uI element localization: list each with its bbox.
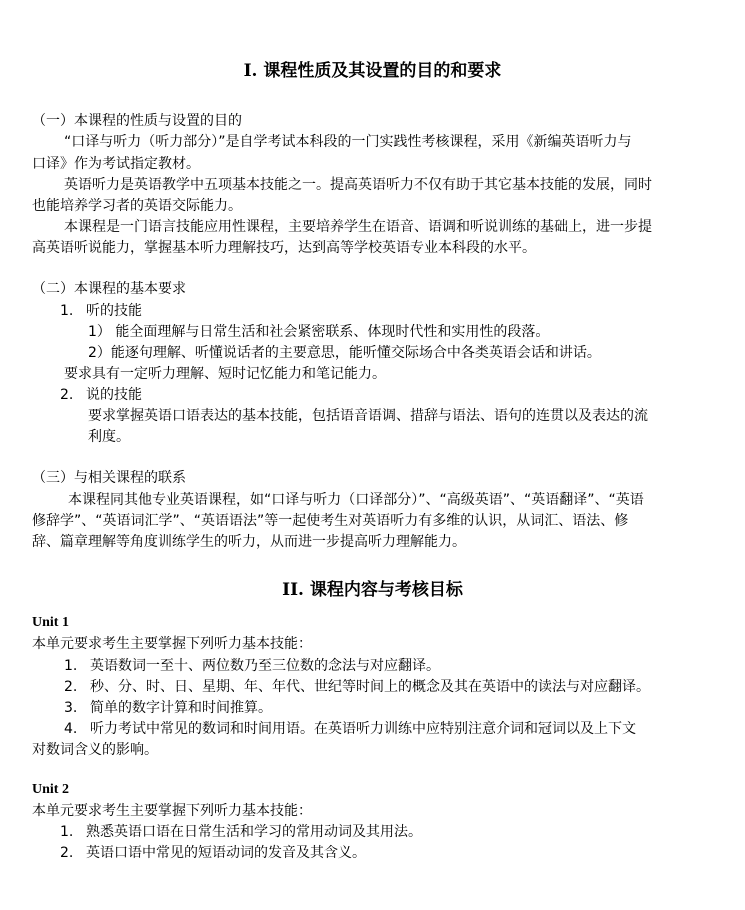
related-courses-line-2: 修辞学”、“英语词汇学”、“英语语法”等一起使考生对英语听力有多维的认识，从词汇、语法、修	[32, 513, 629, 529]
related-courses-line-3: 辞、篇章理解等角度训练学生的听力，从而进一步提高听力理解能力。	[32, 534, 466, 550]
requirement-1-point-2: 2）能逐句理解、听懂说话者的主要意思，能听懂交际场合中各类英语会话和讲话。	[88, 345, 601, 361]
section-2-title: II. 课程内容与考核目标	[282, 580, 463, 600]
item-text: 英语数词一至十、两位数乃至三位数的念法与对应翻译。	[90, 658, 440, 674]
item-number: 1.	[60, 824, 74, 840]
item-number: 2.	[60, 387, 74, 403]
paragraph-2-line-1: 英语听力是英语教学中五项基本技能之一。提高英语听力不仅有助于其它基本技能的发展，同时	[64, 177, 652, 193]
subsection-2-heading: （二）本课程的基本要求	[32, 281, 186, 297]
requirement-item-1	[60, 301, 142, 321]
unit-2-item-2	[60, 843, 366, 863]
item-text: 简单的数字计算和时间推算。	[90, 700, 272, 716]
unit-1-item-4-continuation: 对数词含义的影响。	[32, 742, 158, 758]
paragraph-1-line-1: “口译与听力（听力部分）”是自学考试本科段的一门实践性考核课程，采用《新编英语听力与	[64, 134, 632, 150]
item-label: 说的技能	[86, 387, 142, 403]
paragraph-3-line-1: 本课程是一门语言技能应用性课程，主要培养学生在语音、语调和听说训练的基础上，进一步提	[64, 219, 652, 235]
subsection-3-heading: （三）与相关课程的联系	[32, 470, 186, 486]
unit-1-item-4	[64, 719, 636, 739]
unit-1-item-3	[64, 698, 272, 718]
item-text: 秒、分、时、日、星期、年、年代、世纪等时间上的概念及其在英语中的读法与对应翻译。	[90, 679, 650, 695]
related-courses-line-1: 本课程同其他专业英语课程，如“口译与听力（口译部分）”、“高级英语”、“英语翻译”、“英语	[68, 492, 644, 508]
requirement-item-2	[60, 385, 142, 405]
paragraph-3-line-2: 高英语听说能力，掌握基本听力理解技巧，达到高等学校英语专业本科段的水平。	[32, 240, 536, 256]
unit-1-item-2	[64, 677, 650, 697]
item-number: 3.	[64, 700, 78, 716]
item-text: 熟悉英语口语在日常生活和学习的常用动词及其用法。	[86, 824, 422, 840]
unit-1-intro: 本单元要求考生主要掌握下列听力基本技能：	[32, 636, 312, 652]
unit-2-intro: 本单元要求考生主要掌握下列听力基本技能：	[32, 803, 312, 819]
item-number: 2.	[64, 679, 78, 695]
unit-1-item-1	[64, 656, 440, 676]
requirement-2-line-1: 要求掌握英语口语表达的基本技能，包括语音语调、措辞与语法、语句的连贯以及表达的流	[88, 408, 648, 424]
paragraph-1-line-2: 口译》作为考试指定教材。	[32, 156, 200, 172]
item-number: 2.	[60, 845, 74, 861]
item-text: 英语口语中常见的短语动词的发音及其含义。	[86, 845, 366, 861]
item-number: 4.	[64, 721, 78, 737]
item-text: 听力考试中常见的数词和时间用语。在英语听力训练中应特别注意介词和冠词以及上下文	[90, 721, 636, 737]
requirement-1-point-1: 1） 能全面理解与日常生活和社会紧密联系、体现时代性和实用性的段落。	[88, 324, 550, 340]
unit-2-title: Unit 2	[32, 782, 69, 797]
requirement-1-note: 要求具有一定听力理解、短时记忆能力和笔记能力。	[64, 366, 386, 382]
item-number: 1.	[64, 658, 78, 674]
item-number: 1.	[60, 303, 74, 319]
unit-1-title: Unit 1	[32, 615, 69, 630]
requirement-2-line-2: 利度。	[88, 429, 130, 445]
paragraph-2-line-2: 也能培养学习者的英语交际能力。	[32, 198, 242, 214]
item-label: 听的技能	[86, 303, 142, 319]
section-1-title: I. 课程性质及其设置的目的和要求	[243, 61, 502, 81]
unit-2-item-1	[60, 822, 422, 842]
subsection-1-heading: （一）本课程的性质与设置的目的	[32, 113, 242, 129]
